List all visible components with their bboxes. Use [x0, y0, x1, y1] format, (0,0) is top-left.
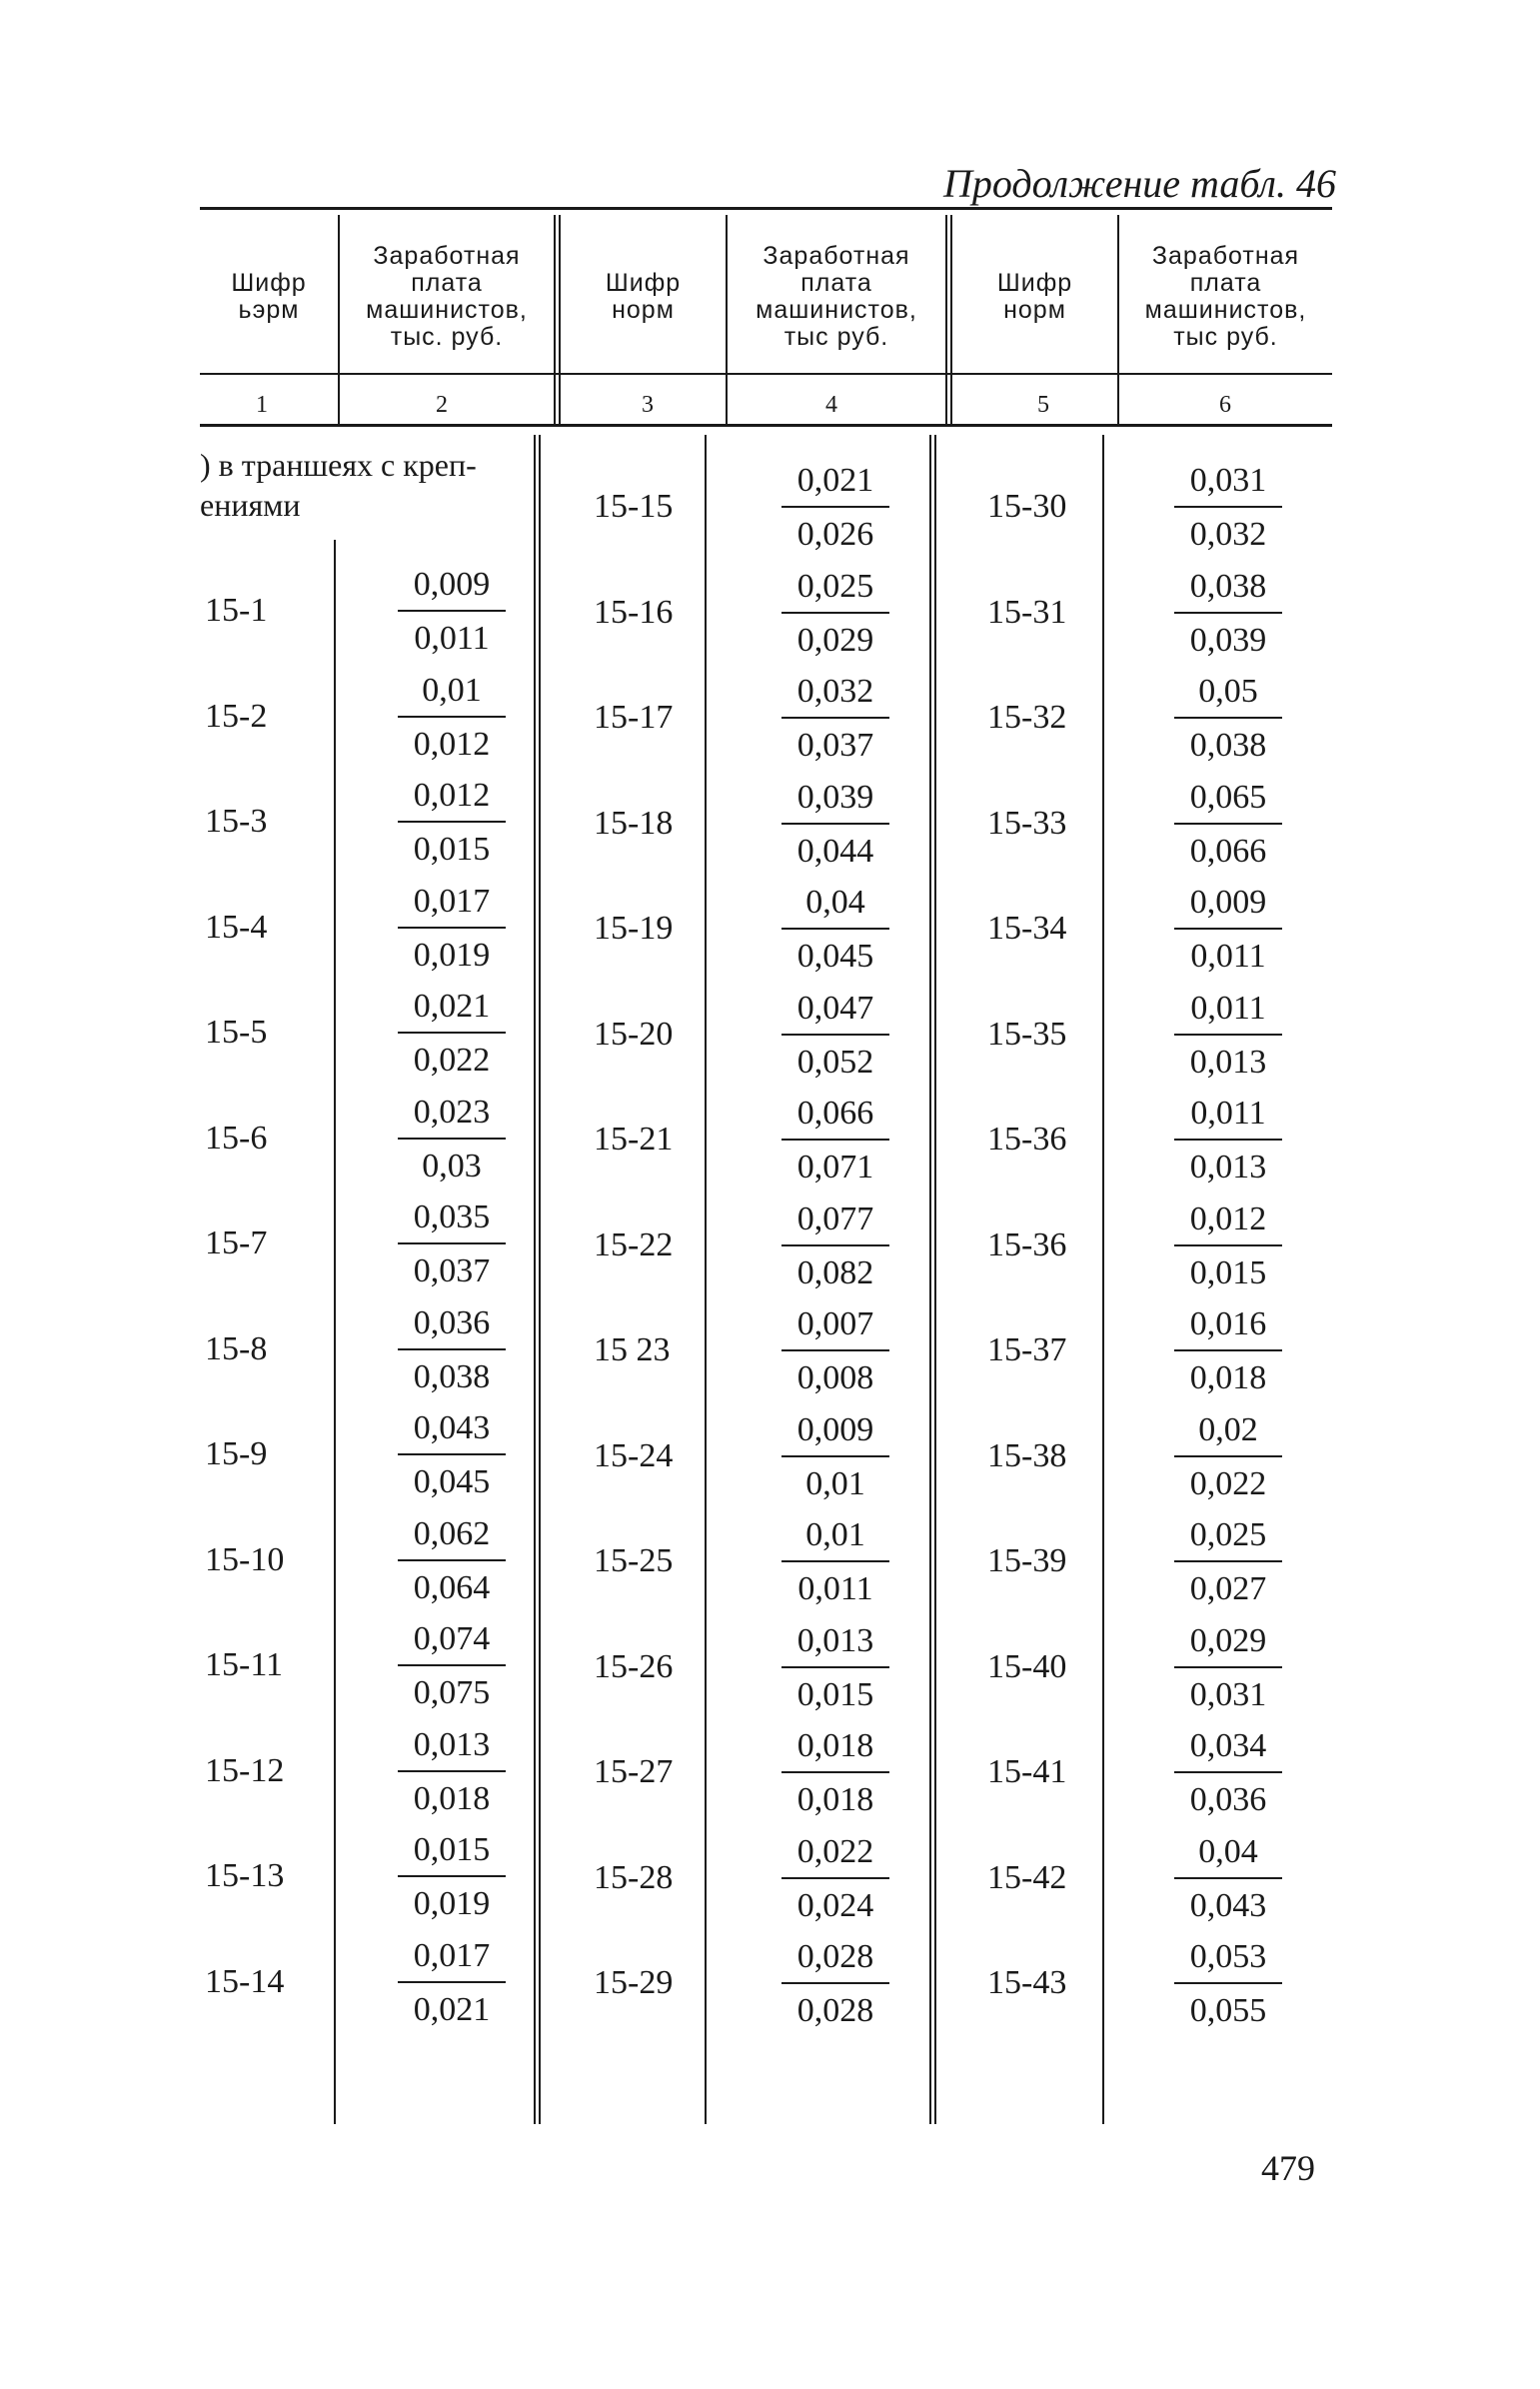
wage-fraction [781, 1097, 889, 1185]
fraction-bar [781, 506, 889, 508]
wage-fraction [1174, 886, 1282, 974]
norm-code: 15-1 [205, 592, 268, 629]
header-cell: Заработная плата машинистов, тыс руб. [1144, 242, 1307, 351]
column-number: 1 [256, 392, 268, 418]
norm-code: 15-20 [594, 1015, 674, 1053]
wage-fraction [1174, 1621, 1282, 1713]
column-divider [554, 215, 556, 425]
fraction-bar [781, 1139, 889, 1141]
wage-fraction [398, 1514, 506, 1606]
wage-fraction [398, 1622, 506, 1710]
header-cell: Заработная плата машинистов, тыс. руб. [366, 242, 528, 351]
column-divider [705, 435, 707, 2124]
norm-code: 15-12 [205, 1751, 285, 1789]
wage-numerator: 0,04 [1198, 1832, 1258, 1870]
norm-code: 15-22 [594, 1225, 674, 1263]
wage-numerator: 0,011 [1190, 989, 1266, 1027]
wage-numerator: 0,038 [1189, 567, 1267, 605]
norm-code: 15-35 [987, 1015, 1067, 1053]
norm-code: 15-28 [594, 1858, 674, 1896]
wage-numerator: 0,009 [413, 566, 491, 603]
column-divider [934, 435, 936, 2124]
wage-fraction [781, 464, 889, 552]
wage-denominator: 0,038 [1189, 727, 1267, 764]
wage-denominator: 0,013 [1189, 1043, 1267, 1081]
norm-code: 15-5 [205, 1014, 268, 1051]
wage-denominator: 0,013 [1189, 1149, 1267, 1186]
fraction-bar [781, 1349, 889, 1351]
norm-code: 15-36 [987, 1225, 1067, 1263]
wage-fraction [781, 567, 889, 659]
wage-denominator: 0,026 [796, 516, 874, 553]
fraction-bar [1174, 1877, 1282, 1879]
norm-code: 15-41 [987, 1753, 1067, 1790]
wage-fraction [781, 886, 889, 974]
fraction-bar [398, 1242, 506, 1244]
wage-denominator: 0,055 [1189, 1992, 1267, 2029]
fraction-bar [398, 1875, 506, 1877]
wage-numerator: 0,034 [1189, 1727, 1267, 1764]
wage-numerator: 0,02 [1198, 1410, 1258, 1448]
wage-fraction [1174, 1097, 1282, 1185]
norm-code: 15-15 [594, 488, 674, 525]
norm-code: 15-2 [205, 697, 268, 735]
norm-code: 15-13 [205, 1857, 285, 1894]
wage-fraction [1174, 1307, 1282, 1395]
norm-code: 15-10 [205, 1540, 285, 1578]
fraction-bar [781, 1666, 889, 1668]
header-cell: Шифр норм [996, 269, 1073, 324]
wage-denominator: 0,037 [413, 1252, 491, 1289]
wage-numerator: 0,018 [796, 1727, 874, 1764]
wage-numerator: 0,009 [796, 1410, 874, 1448]
norm-code: 15-32 [987, 699, 1067, 736]
wage-fraction [398, 1303, 506, 1395]
norm-code: 15-39 [987, 1542, 1067, 1579]
fraction-bar [1174, 928, 1282, 930]
wage-numerator: 0,065 [1189, 778, 1267, 816]
wage-fraction [1174, 567, 1282, 659]
wage-fraction [781, 1518, 889, 1606]
norm-code: 15-31 [987, 593, 1067, 631]
wage-numerator: 0,025 [796, 567, 874, 605]
wage-denominator: 0,038 [413, 1357, 491, 1395]
wage-fraction [781, 1729, 889, 1817]
norm-code: 15-14 [205, 1962, 285, 2000]
norm-code: 15-17 [594, 699, 674, 736]
wage-denominator: 0,044 [796, 832, 874, 870]
wage-numerator: 0,043 [413, 1409, 491, 1446]
wage-fraction [781, 778, 889, 870]
wage-denominator: 0,022 [1189, 1464, 1267, 1502]
wage-numerator: 0,012 [413, 777, 491, 814]
fraction-bar [781, 1982, 889, 1984]
header-cell: Шифр норм [605, 269, 682, 324]
wage-numerator: 0,016 [1189, 1305, 1267, 1342]
fraction-bar [781, 1771, 889, 1773]
wage-numerator: 0,031 [1189, 462, 1267, 499]
wage-numerator: 0,04 [805, 884, 865, 921]
wage-fraction [781, 1199, 889, 1291]
fraction-bar [781, 1034, 889, 1036]
fraction-bar [781, 717, 889, 719]
wage-denominator: 0,039 [1189, 621, 1267, 659]
column-divider [1102, 435, 1104, 2124]
wage-denominator: 0,029 [796, 621, 874, 659]
wage-denominator: 0,052 [796, 1043, 874, 1081]
fraction-bar [1174, 612, 1282, 614]
fraction-bar [398, 1559, 506, 1561]
wage-numerator: 0,007 [796, 1305, 874, 1342]
header-bottom-rule [200, 373, 1332, 375]
wage-numerator: 0,074 [413, 1620, 491, 1657]
wage-denominator: 0,008 [796, 1359, 874, 1396]
wage-denominator: 0,019 [413, 1885, 491, 1922]
fraction-bar [1174, 823, 1282, 825]
wage-numerator: 0,01 [805, 1516, 865, 1553]
norm-code: 15-33 [987, 804, 1067, 842]
fraction-bar [1174, 1244, 1282, 1246]
wage-fraction [1174, 1832, 1282, 1924]
fraction-bar [1174, 1139, 1282, 1141]
fraction-bar [398, 1032, 506, 1034]
wage-numerator: 0,029 [1189, 1621, 1267, 1659]
wage-denominator: 0,082 [796, 1253, 874, 1291]
wage-denominator: 0,018 [413, 1779, 491, 1817]
fraction-bar [1174, 717, 1282, 719]
wage-numerator: 0,047 [796, 989, 874, 1027]
fraction-bar [1174, 1560, 1282, 1562]
wage-numerator: 0,05 [1198, 673, 1258, 710]
wage-denominator: 0,064 [413, 1568, 491, 1606]
wage-denominator: 0,015 [1189, 1253, 1267, 1291]
column-number: 2 [436, 392, 448, 418]
norm-code: 15-29 [594, 1964, 674, 2001]
fraction-bar [781, 1455, 889, 1457]
wage-numerator: 0,01 [422, 671, 482, 709]
wage-fraction [1174, 1940, 1282, 2028]
norm-code: 15-21 [594, 1121, 674, 1158]
fraction-bar [781, 928, 889, 930]
norm-code: 15-42 [987, 1858, 1067, 1896]
wage-fraction [398, 882, 506, 974]
fraction-bar [398, 821, 506, 823]
wage-denominator: 0,01 [805, 1464, 865, 1502]
wage-numerator: 0,012 [1189, 1199, 1267, 1237]
wage-fraction [1174, 1729, 1282, 1817]
wage-fraction [781, 1410, 889, 1502]
header-cell: Шифр ьэрм [231, 269, 307, 324]
norm-code: 15-30 [987, 488, 1067, 525]
section-note: ) в траншеях с креп- ениями [200, 447, 477, 523]
norm-code: 15-7 [205, 1224, 268, 1261]
column-divider [334, 540, 336, 2124]
norm-code: 15-16 [594, 593, 674, 631]
wage-denominator: 0,043 [1189, 1886, 1267, 1924]
norm-code: 15-43 [987, 1964, 1067, 2001]
wage-denominator: 0,015 [796, 1675, 874, 1713]
norm-code: 15-37 [987, 1331, 1067, 1368]
norm-code: 15-27 [594, 1753, 674, 1790]
wage-denominator: 0,012 [413, 725, 491, 763]
column-divider [945, 215, 947, 425]
wage-numerator: 0,039 [796, 778, 874, 816]
wage-fraction [398, 1093, 506, 1185]
norm-code: 15-9 [205, 1435, 268, 1472]
wage-denominator: 0,019 [413, 936, 491, 974]
wage-numerator: 0,032 [796, 673, 874, 710]
wage-fraction [781, 1307, 889, 1395]
fraction-bar [781, 1560, 889, 1562]
wage-numerator: 0,022 [796, 1832, 874, 1870]
wage-fraction [781, 989, 889, 1081]
wage-numerator: 0,077 [796, 1199, 874, 1237]
wage-numerator: 0,066 [796, 1095, 874, 1132]
fraction-bar [398, 716, 506, 718]
norm-code: 15-3 [205, 803, 268, 840]
page-number: 479 [1261, 2148, 1315, 2188]
fraction-bar [1174, 1771, 1282, 1773]
wage-fraction [1174, 1410, 1282, 1502]
norm-code: 15-36 [987, 1121, 1067, 1158]
fraction-bar [398, 927, 506, 929]
wage-numerator: 0,028 [796, 1938, 874, 1975]
wage-numerator: 0,013 [413, 1725, 491, 1763]
wage-numerator: 0,062 [413, 1514, 491, 1552]
column-number: 5 [1037, 392, 1049, 418]
column-number: 4 [825, 392, 837, 418]
fraction-bar [398, 1770, 506, 1772]
fraction-bar [398, 1981, 506, 1983]
wage-numerator: 0,011 [1190, 1095, 1266, 1132]
wage-numerator: 0,017 [413, 1936, 491, 1974]
norm-code: 15-4 [205, 908, 268, 946]
wage-fraction [781, 1621, 889, 1713]
wage-numerator: 0,021 [413, 988, 491, 1025]
norm-code: 15-34 [987, 910, 1067, 947]
wage-fraction [1174, 989, 1282, 1081]
wage-fraction [1174, 778, 1282, 870]
fraction-bar [398, 1138, 506, 1140]
wage-fraction [398, 779, 506, 867]
wage-fraction [398, 1833, 506, 1921]
fraction-bar [781, 1244, 889, 1246]
wage-denominator: 0,036 [1189, 1781, 1267, 1818]
fraction-bar [781, 1877, 889, 1879]
column-number: 6 [1219, 392, 1231, 418]
fraction-bar [398, 1664, 506, 1666]
column-number: 3 [642, 392, 654, 418]
norm-code: 15-26 [594, 1647, 674, 1685]
wage-fraction [398, 1411, 506, 1499]
wage-fraction [781, 675, 889, 763]
fraction-bar [1174, 1349, 1282, 1351]
fraction-bar [1174, 506, 1282, 508]
column-divider [534, 435, 536, 2124]
wage-fraction [398, 1936, 506, 2028]
fraction-bar [781, 612, 889, 614]
wage-denominator: 0,045 [796, 938, 874, 975]
fraction-bar [1174, 1982, 1282, 1984]
wage-fraction [1174, 1518, 1282, 1606]
wage-denominator: 0,015 [413, 831, 491, 868]
wage-denominator: 0,071 [796, 1149, 874, 1186]
wage-numerator: 0,021 [796, 462, 874, 499]
wage-fraction [398, 671, 506, 763]
fraction-bar [781, 823, 889, 825]
column-divider [929, 435, 931, 2124]
wage-numerator: 0,013 [796, 1621, 874, 1659]
norm-code: 15 23 [594, 1331, 671, 1368]
wage-numerator: 0,036 [413, 1303, 491, 1341]
wage-denominator: 0,018 [796, 1781, 874, 1818]
wage-fraction [781, 1940, 889, 2028]
table-caption: Продолжение табл. 46 [942, 161, 1336, 206]
wage-numerator: 0,023 [413, 1093, 491, 1131]
norm-code: 15-38 [987, 1436, 1067, 1474]
fraction-bar [398, 1453, 506, 1455]
header-cell: Заработная плата машинистов, тыс руб. [756, 242, 917, 351]
wage-denominator: 0,021 [413, 1990, 491, 2028]
wage-denominator: 0,031 [1189, 1675, 1267, 1713]
wage-numerator: 0,017 [413, 882, 491, 920]
wage-numerator: 0,025 [1189, 1516, 1267, 1553]
wage-fraction [1174, 464, 1282, 552]
wage-fraction [1174, 675, 1282, 763]
wage-denominator: 0,011 [1190, 938, 1266, 975]
norm-code: 15-25 [594, 1542, 674, 1579]
fraction-bar [1174, 1034, 1282, 1036]
wage-denominator: 0,03 [422, 1147, 482, 1185]
wage-fraction [398, 1725, 506, 1817]
table-top-rule [200, 207, 1332, 210]
wage-fraction [398, 990, 506, 1078]
wage-denominator: 0,011 [414, 620, 490, 657]
wage-numerator: 0,035 [413, 1198, 491, 1235]
wage-numerator: 0,053 [1189, 1938, 1267, 1975]
norm-code: 15-19 [594, 910, 674, 947]
norm-code: 15-24 [594, 1436, 674, 1474]
wage-denominator: 0,045 [413, 1463, 491, 1500]
fraction-bar [398, 1348, 506, 1350]
wage-denominator: 0,075 [413, 1674, 491, 1711]
wage-denominator: 0,024 [796, 1886, 874, 1924]
wage-denominator: 0,066 [1189, 832, 1267, 870]
wage-denominator: 0,027 [1189, 1570, 1267, 1607]
fraction-bar [398, 610, 506, 612]
wage-denominator: 0,011 [797, 1570, 873, 1607]
wage-numerator: 0,015 [413, 1831, 491, 1868]
norm-code: 15-40 [987, 1647, 1067, 1685]
wage-denominator: 0,032 [1189, 516, 1267, 553]
wage-denominator: 0,022 [413, 1042, 491, 1079]
wage-denominator: 0,028 [796, 1992, 874, 2029]
wage-denominator: 0,018 [1189, 1359, 1267, 1396]
wage-fraction [398, 1200, 506, 1288]
norm-code: 15-6 [205, 1119, 268, 1157]
column-numbers-rule [200, 424, 1332, 427]
norm-code: 15-8 [205, 1329, 268, 1367]
column-divider [539, 435, 541, 2124]
wage-fraction [781, 1832, 889, 1924]
wage-fraction [1174, 1199, 1282, 1291]
wage-numerator: 0,009 [1189, 884, 1267, 921]
fraction-bar [1174, 1455, 1282, 1457]
norm-code: 15-18 [594, 804, 674, 842]
norm-code: 15-11 [205, 1646, 284, 1683]
wage-fraction [398, 568, 506, 656]
wage-denominator: 0,037 [796, 727, 874, 764]
fraction-bar [1174, 1666, 1282, 1668]
